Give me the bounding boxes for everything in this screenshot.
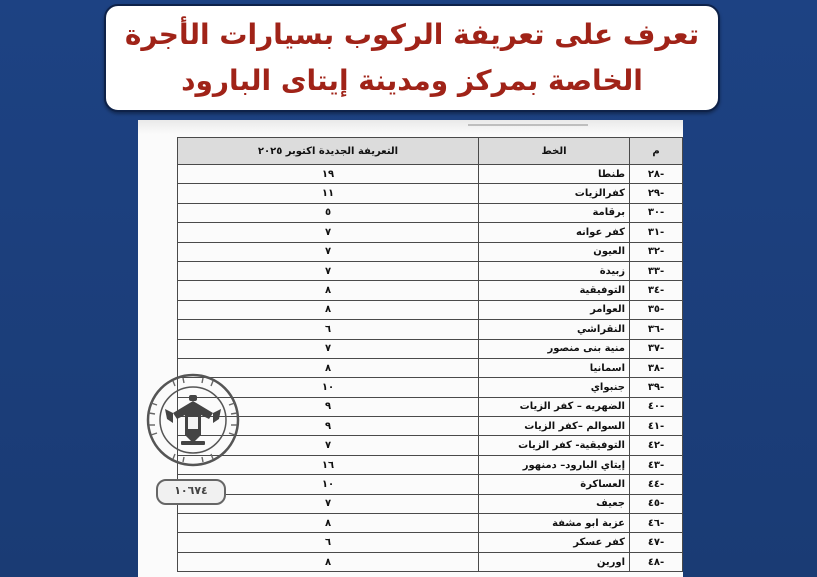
row-fare: ٩ <box>178 397 479 416</box>
row-fare: ٨ <box>178 281 479 300</box>
table-body <box>178 165 683 572</box>
row-fare: ٧ <box>178 494 479 513</box>
row-fare: ٧ <box>178 261 479 280</box>
row-fare: ٩ <box>178 417 479 436</box>
row-num: -٣٨ <box>630 358 683 377</box>
table-row <box>178 223 683 242</box>
table-row <box>178 300 683 319</box>
header-fare: التعريفة الجديدة اكتوبر ٢٠٢٥ <box>178 138 479 165</box>
row-line: كفرالزيات <box>479 184 630 203</box>
row-num: -٣٢ <box>630 242 683 261</box>
row-fare: ١٠ <box>178 378 479 397</box>
table-row <box>178 455 683 474</box>
table-row <box>178 165 683 184</box>
row-num: -٣٣ <box>630 261 683 280</box>
table-row <box>178 281 683 300</box>
table-row <box>178 494 683 513</box>
table-row <box>178 261 683 280</box>
row-line: إيتاي البارود– دمنهور <box>479 455 630 474</box>
header-line: الخط <box>479 138 630 165</box>
row-fare: ٧ <box>178 242 479 261</box>
table-row <box>178 242 683 261</box>
document-page <box>138 120 683 577</box>
table-row <box>178 203 683 222</box>
eagle-seal-icon <box>143 373 243 467</box>
row-line: برقامة <box>479 203 630 222</box>
row-num: -٣١ <box>630 223 683 242</box>
row-fare: ٧ <box>178 436 479 455</box>
table-row <box>178 436 683 455</box>
row-fare: ١٩ <box>178 165 479 184</box>
row-line: اورين <box>479 552 630 571</box>
row-num: -٣٦ <box>630 320 683 339</box>
table-row <box>178 417 683 436</box>
row-fare: ٧ <box>178 223 479 242</box>
row-fare: ١١ <box>178 184 479 203</box>
row-num: -٤٢ <box>630 436 683 455</box>
row-num: -٤٦ <box>630 514 683 533</box>
row-fare: ٥ <box>178 203 479 222</box>
row-fare: ٨ <box>178 358 479 377</box>
row-line: منية بنى منصور <box>479 339 630 358</box>
table-row <box>178 514 683 533</box>
table-row <box>178 533 683 552</box>
row-num: -٣٧ <box>630 339 683 358</box>
serial-stamp-number: ١٠٦٧٤ <box>174 484 208 497</box>
title-line-2: الخاصة بمركز ومدينة إيتاى البارود <box>181 64 643 97</box>
table-row <box>178 475 683 494</box>
table-row <box>178 397 683 416</box>
row-fare: ٧ <box>178 339 479 358</box>
table-row <box>178 339 683 358</box>
title-banner <box>104 4 720 112</box>
row-line: التوفيقية- كفر الزيات <box>479 436 630 455</box>
table-header-row <box>178 138 683 165</box>
row-num: -٤٤ <box>630 475 683 494</box>
row-num: -٢٨ <box>630 165 683 184</box>
row-num: -٢٩ <box>630 184 683 203</box>
row-num: -٣٥ <box>630 300 683 319</box>
row-line: جعيف <box>479 494 630 513</box>
row-line: التوفيقية <box>479 281 630 300</box>
fare-table <box>177 137 683 572</box>
table-row <box>178 320 683 339</box>
row-num: -٤٠ <box>630 397 683 416</box>
row-num: -٤٥ <box>630 494 683 513</box>
row-fare: ٦ <box>178 533 479 552</box>
row-num: -٤٣ <box>630 455 683 474</box>
row-line: النقراشي <box>479 320 630 339</box>
row-line: طنطا <box>479 165 630 184</box>
row-num: -٤٨ <box>630 552 683 571</box>
table-row <box>178 184 683 203</box>
cut-off-heading-text <box>468 120 588 126</box>
row-line: عزبة ابو مشفة <box>479 514 630 533</box>
row-line: السوالم –كفر الزيات <box>479 417 630 436</box>
header-num: م <box>630 138 683 165</box>
table-row <box>178 552 683 571</box>
row-fare: ١٦ <box>178 455 479 474</box>
row-fare: ٨ <box>178 552 479 571</box>
row-num: -٣٤ <box>630 281 683 300</box>
row-line: جنبواي <box>479 378 630 397</box>
title-line-1: تعرف على تعريفة الركوب بسيارات الأجرة <box>124 18 700 51</box>
row-line: كفر عوانه <box>479 223 630 242</box>
row-num: -٣٩ <box>630 378 683 397</box>
row-line: زبيدة <box>479 261 630 280</box>
row-line: الضهريه – كفر الزيات <box>479 397 630 416</box>
row-fare: ٨ <box>178 514 479 533</box>
page-top-shade <box>138 120 683 134</box>
row-line: العساكرة <box>479 475 630 494</box>
row-fare: ٨ <box>178 300 479 319</box>
row-num: -٤٧ <box>630 533 683 552</box>
row-line: العيون <box>479 242 630 261</box>
row-fare: ٦ <box>178 320 479 339</box>
row-line: اسمانيا <box>479 358 630 377</box>
row-fare: ١٠ <box>178 475 479 494</box>
table-row <box>178 378 683 397</box>
row-num: -٤١ <box>630 417 683 436</box>
row-line: كفر عسكر <box>479 533 630 552</box>
row-line: العوامر <box>479 300 630 319</box>
table-row <box>178 358 683 377</box>
serial-stamp <box>156 479 226 505</box>
row-num: -٣٠ <box>630 203 683 222</box>
